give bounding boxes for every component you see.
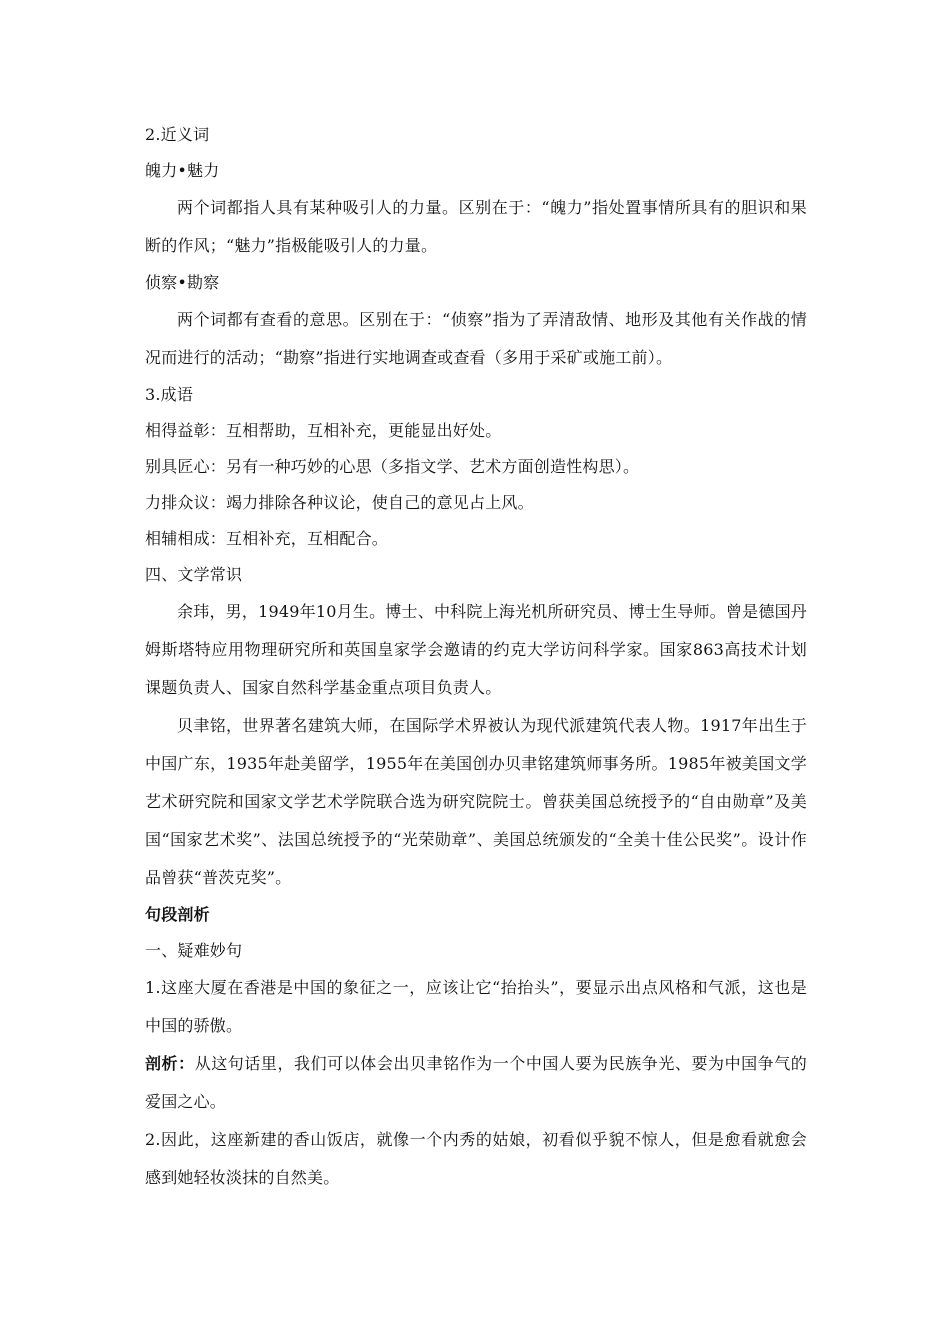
synonym-pair-1-title: 魄力•魅力 bbox=[145, 161, 220, 180]
idioms-heading: 3.成语 bbox=[145, 385, 194, 404]
sentence-2: 2.因此，这座新建的香山饭店，就像一个内秀的姑娘，初看似乎貌不惊人，但是愈看就愈会感到她轻妆淡抹的自然美。 bbox=[145, 1130, 807, 1187]
difficult-sentences-heading: 一、疑难妙句 bbox=[145, 941, 243, 960]
synonym-pair-1-text: 两个词都指人具有某种吸引人的力量。区别在于：“魄力”指处置事情所具有的胆识和果断的作风；“魅力”指极能吸引人的力量。 bbox=[145, 198, 807, 255]
analysis-label: 剖析： bbox=[145, 1054, 195, 1073]
idiom-item: 别具匠心：另有一种巧妙的心思（多指文学、艺术方面创造性构思）。 bbox=[145, 457, 640, 476]
synonym-pair-2-title: 侦察•勘察 bbox=[145, 273, 220, 292]
sentence-1: 1.这座大厦在香港是中国的象征之一，应该让它“抬抬头”，要显示出点风格和气派，这也是中国的骄傲。 bbox=[145, 978, 807, 1035]
idiom-item: 力排众议：竭力排除各种议论，使自己的意见占上风。 bbox=[145, 493, 534, 512]
analysis-1-text: 从这句话里，我们可以体会出贝聿铭作为一个中国人要为民族争光、要为中国争气的爱国之心。 bbox=[145, 1054, 807, 1111]
literature-paragraph-1: 余玮，男，1949年10月生。博士、中科院上海光机所研究员、博士生导师。曾是德国丹姆斯塔特应用物理研究所和英国皇家学会邀请的约克大学访问科学家。国家863高技术计划课题负责人、国家自然科学基金重点项目负责人。 bbox=[145, 602, 807, 697]
document-page bbox=[145, 117, 807, 1197]
idiom-item: 相得益彰：互相帮助，互相补充，更能显出好处。 bbox=[145, 421, 502, 440]
literature-heading: 四、文学常识 bbox=[145, 565, 243, 584]
synonyms-heading: 2.近义词 bbox=[145, 125, 210, 144]
idiom-item: 相辅相成：互相补充，互相配合。 bbox=[145, 529, 389, 548]
analysis-1 bbox=[145, 1045, 807, 1121]
synonym-pair-2-text: 两个词都有查看的意思。区别在于：“侦察”指为了弄清敌情、地形及其他有关作战的情况而进行的活动；“勘察”指进行实地调查或查看（多用于采矿或施工前）。 bbox=[145, 310, 807, 367]
analysis-section-heading: 句段剖析 bbox=[145, 905, 210, 924]
literature-paragraph-2: 贝聿铭，世界著名建筑大师，在国际学术界被认为现代派建筑代表人物。1917年出生于中国广东，1935年赴美留学，1955年在美国创办贝聿铭建筑师事务所。1985年被美国文学艺术研究院和国家文学艺术学院联合选为研究院院士。曾获美国总统授予的“自由勋章”及美国“国家艺术奖”、法国总统授予的“光荣勋章”、美国总统颁发的“全美十佳公民奖”。设计作品曾获“普茨克奖”。 bbox=[145, 716, 807, 887]
